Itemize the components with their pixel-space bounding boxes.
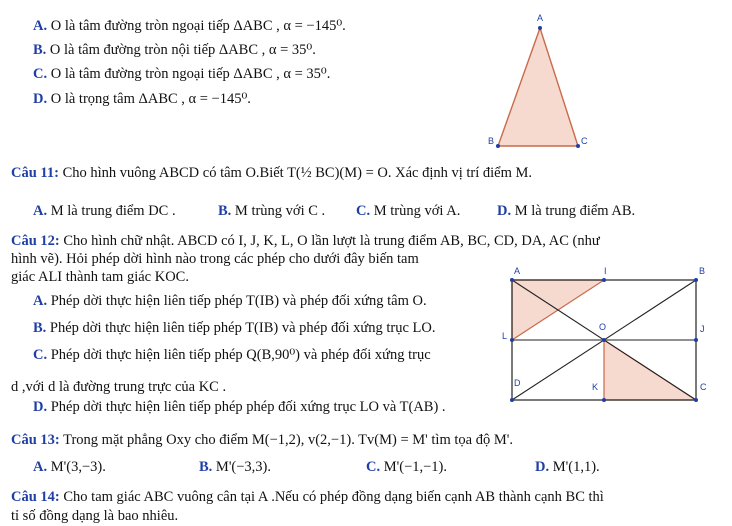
label-d: D <box>514 378 521 388</box>
q12-stem-line3: giác ALI thành tam giác KOC. <box>11 269 189 285</box>
option-text: O là tâm đường tròn ngoại tiếp ΔABC , α = 35⁰. <box>50 66 331 82</box>
q11-option-b <box>218 202 325 220</box>
q10-option-c <box>33 65 330 83</box>
point-a <box>510 278 514 282</box>
q13-stem <box>11 431 513 449</box>
option-text: M trùng với A. <box>373 203 461 219</box>
question-label: Câu 12: <box>11 233 60 249</box>
option-key: D. <box>497 203 512 219</box>
label-b: B <box>488 136 495 146</box>
point-k <box>602 398 606 402</box>
q12-option-c-continuation: d ,với d là đường trung trực của KC . <box>11 379 227 395</box>
q10-option-d <box>33 90 251 108</box>
label-l: L <box>502 331 508 341</box>
option-text: M là trung điểm AB. <box>514 203 636 219</box>
label-c: C <box>700 382 707 392</box>
rectangle-figure <box>500 262 722 414</box>
option-text: M'(1,1). <box>552 459 600 475</box>
point-i <box>602 278 606 282</box>
option-key: C. <box>33 347 48 363</box>
option-key: A. <box>33 203 48 219</box>
q10-option-b <box>33 41 316 59</box>
q11-stem <box>11 164 532 182</box>
option-text: Phép dời thực hiện liên tiếp phép T(IB) và phép đối xứng trục LO. <box>49 320 436 336</box>
label-k: K <box>592 382 599 392</box>
option-key: B. <box>33 320 47 336</box>
option-text: M'(−3,3). <box>215 459 272 475</box>
option-key: B. <box>199 459 213 475</box>
option-text: Phép dời thực hiện liên tiếp phép Q(B,90⁰) và phép đối xứng trục <box>50 347 431 363</box>
option-key: B. <box>33 42 47 58</box>
point-c <box>576 144 580 148</box>
q13-option-c <box>366 458 447 476</box>
point-b <box>694 278 698 282</box>
question-label: Câu 14: <box>11 489 60 505</box>
point-o <box>602 338 606 342</box>
q12-option-c <box>33 346 431 364</box>
point-l <box>510 338 514 342</box>
q12-option-b <box>33 319 435 337</box>
triangle-abc <box>498 28 578 146</box>
option-key: B. <box>218 203 232 219</box>
q12-stem-line1 <box>11 232 600 250</box>
option-text: O là tâm đường tròn ngoại tiếp ΔABC , α = −145⁰. <box>50 18 346 34</box>
question-text: Cho hình chữ nhật. ABCD có I, J, K, L, O lần lượt là trung điểm AB, BC, CD, DA, AC (như <box>63 233 600 249</box>
q11-option-d <box>497 202 635 220</box>
option-text: O là tâm đường tròn nội tiếp ΔABC , α = 35⁰. <box>49 42 316 58</box>
option-text: M là trung điểm DC . <box>50 203 176 219</box>
point-c <box>694 398 698 402</box>
q12-option-a <box>33 292 427 310</box>
label-b: B <box>699 266 706 276</box>
option-key: D. <box>33 91 48 107</box>
q11-option-c <box>356 202 460 220</box>
option-key: C. <box>366 459 381 475</box>
label-j: J <box>700 324 705 334</box>
option-text: Phép dời thực hiện liên tiếp phép phép đối xứng trục LO và T(AB) . <box>50 399 446 415</box>
question-text: Cho hình vuông ABCD có tâm O.Biết T(½ BC)(M) = O. Xác định vị trí điểm M. <box>62 165 533 181</box>
option-text: M'(3,−3). <box>50 459 106 475</box>
option-key: A. <box>33 459 48 475</box>
label-a: A <box>514 266 521 276</box>
point-b <box>496 144 500 148</box>
option-key: C. <box>33 66 48 82</box>
q12-option-d <box>33 398 446 416</box>
label-a: A <box>537 13 544 23</box>
question-text: Trong mặt phẳng Oxy cho điểm M(−1,2), v(2,−1). Tv(M) = M' tìm tọa độ M'. <box>63 432 513 448</box>
label-i: I <box>604 266 607 276</box>
question-label: Câu 13: <box>11 432 60 448</box>
option-text: O là trọng tâm ΔABC , α = −145⁰. <box>50 91 251 107</box>
point-j <box>694 338 698 342</box>
option-text: M trùng với C . <box>234 203 326 219</box>
option-text: M'(−1,−1). <box>383 459 448 475</box>
point-a <box>538 26 542 30</box>
question-label: Câu 11: <box>11 165 59 181</box>
option-key: D. <box>33 399 48 415</box>
question-text: Cho tam giác ABC vuông cân tại A .Nếu có phép đồng dạng biến cạnh AB thành cạnh BC thì <box>63 489 604 505</box>
label-o: O <box>599 322 607 332</box>
option-key: C. <box>356 203 371 219</box>
q13-option-a <box>33 458 106 476</box>
label-c: C <box>581 136 588 146</box>
q12-stem-line2: hình vẽ). Hỏi phép dời hình nào trong các phép cho dưới đây biến tam <box>11 251 419 267</box>
q14-stem-line1 <box>11 488 604 506</box>
q10-option-a <box>33 17 346 35</box>
option-key: D. <box>535 459 550 475</box>
q13-option-d <box>535 458 600 476</box>
q13-option-b <box>199 458 271 476</box>
option-text: Phép dời thực hiện liên tiếp phép T(IB) và phép đối xứng tâm O. <box>50 293 427 309</box>
q11-option-a <box>33 202 176 220</box>
q14-stem-line2: tỉ số đồng dạng là bao nhiêu. <box>11 508 179 524</box>
option-key: A. <box>33 18 48 34</box>
point-d <box>510 398 514 402</box>
option-key: A. <box>33 293 48 309</box>
triangle-figure <box>480 8 600 154</box>
